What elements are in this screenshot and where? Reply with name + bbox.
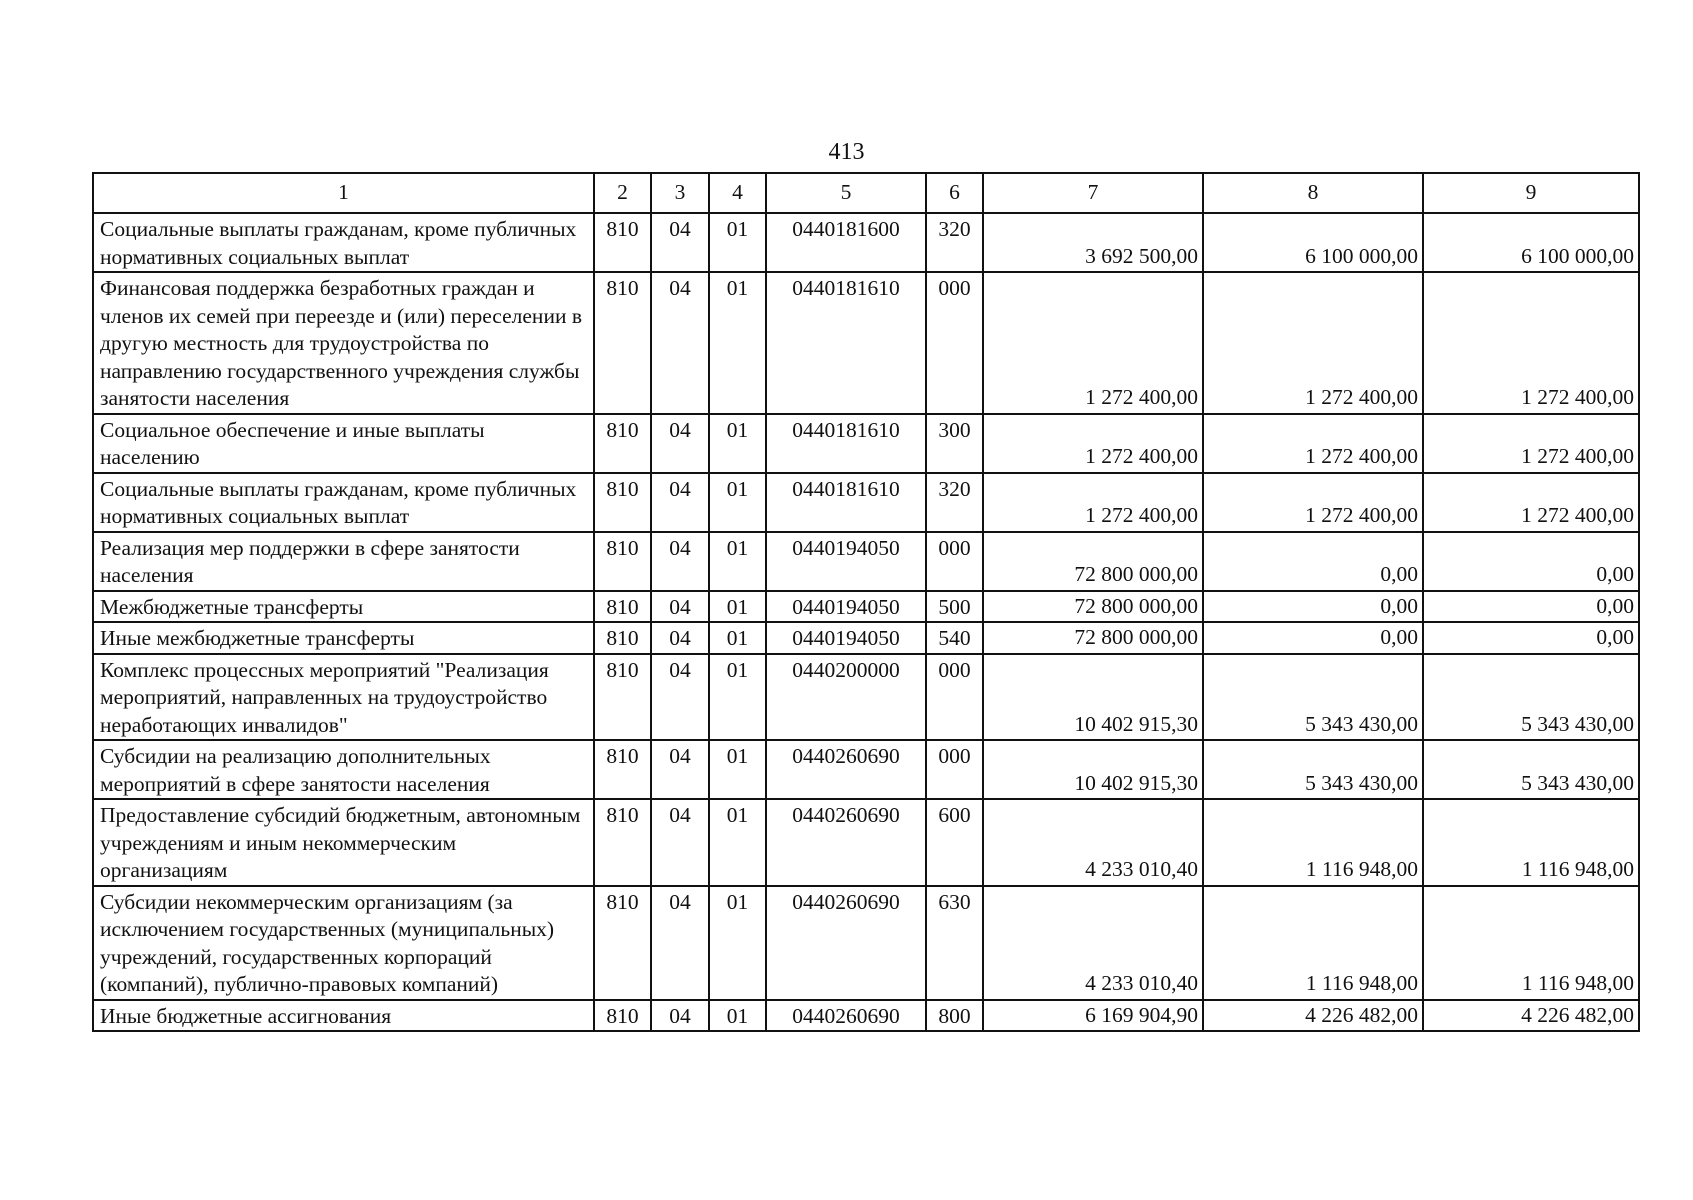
code-cell: 01 [709, 886, 766, 1000]
code-cell: 0440181610 [766, 473, 926, 532]
table-row [93, 622, 1639, 654]
amount-cell: 1 272 400,00 [983, 473, 1203, 532]
code-cell: 0440181610 [766, 272, 926, 414]
amount-cell: 1 272 400,00 [1423, 414, 1639, 473]
item-name: Социальные выплаты гражданам, кроме публичных нормативных социальных выплат [93, 473, 594, 532]
code-cell: 320 [926, 213, 983, 272]
code-cell: 300 [926, 414, 983, 473]
amount-cell: 0,00 [1423, 532, 1639, 591]
item-name: Субсидии некоммерческим организациям (за исключением государственных (муниципальных) учреждений, государственных корпораций (компаний), публично-правовых компаний) [93, 886, 594, 1000]
item-name: Реализация мер поддержки в сфере занятости населения [93, 532, 594, 591]
table-row [93, 654, 1639, 741]
amount-cell: 5 343 430,00 [1423, 740, 1639, 799]
code-cell: 600 [926, 799, 983, 886]
code-cell: 01 [709, 1000, 766, 1032]
amount-cell: 1 116 948,00 [1423, 799, 1639, 886]
code-cell: 540 [926, 622, 983, 654]
table-body [93, 213, 1639, 1031]
amount-cell: 1 272 400,00 [1423, 473, 1639, 532]
column-header: 5 [766, 173, 926, 213]
table-row [93, 473, 1639, 532]
amount-cell: 1 272 400,00 [983, 272, 1203, 414]
amount-cell: 1 116 948,00 [1203, 799, 1423, 886]
code-cell: 04 [651, 213, 709, 272]
code-cell: 0440194050 [766, 622, 926, 654]
amount-cell: 5 343 430,00 [1203, 654, 1423, 741]
amount-cell: 10 402 915,30 [983, 654, 1203, 741]
code-cell: 01 [709, 654, 766, 741]
code-cell: 0440200000 [766, 654, 926, 741]
code-cell: 01 [709, 622, 766, 654]
code-cell: 500 [926, 591, 983, 623]
code-cell: 04 [651, 532, 709, 591]
amount-cell: 4 226 482,00 [1423, 1000, 1639, 1032]
amount-cell: 5 343 430,00 [1203, 740, 1423, 799]
column-header: 4 [709, 173, 766, 213]
code-cell: 810 [594, 272, 651, 414]
code-cell: 810 [594, 414, 651, 473]
code-cell: 01 [709, 473, 766, 532]
code-cell: 810 [594, 740, 651, 799]
amount-cell: 6 169 904,90 [983, 1000, 1203, 1032]
amount-cell: 3 692 500,00 [983, 213, 1203, 272]
amount-cell: 4 226 482,00 [1203, 1000, 1423, 1032]
code-cell: 01 [709, 414, 766, 473]
code-cell: 320 [926, 473, 983, 532]
item-name: Предоставление субсидий бюджетным, автономным учреждениям и иным некоммерческим организациям [93, 799, 594, 886]
item-name: Межбюджетные трансферты [93, 591, 594, 623]
column-header: 6 [926, 173, 983, 213]
page-number: 413 [828, 139, 865, 165]
table-row [93, 799, 1639, 886]
amount-cell: 1 272 400,00 [1203, 272, 1423, 414]
code-cell: 01 [709, 591, 766, 623]
header-row [93, 173, 1639, 213]
budget-table [92, 172, 1640, 1032]
amount-cell: 1 272 400,00 [1203, 473, 1423, 532]
code-cell: 04 [651, 591, 709, 623]
code-cell: 04 [651, 799, 709, 886]
code-cell: 01 [709, 532, 766, 591]
code-cell: 810 [594, 886, 651, 1000]
code-cell: 000 [926, 272, 983, 414]
amount-cell: 6 100 000,00 [1203, 213, 1423, 272]
item-name: Субсидии на реализацию дополнительных мероприятий в сфере занятости населения [93, 740, 594, 799]
table-row [93, 591, 1639, 623]
item-name: Социальные выплаты гражданам, кроме публичных нормативных социальных выплат [93, 213, 594, 272]
code-cell: 04 [651, 1000, 709, 1032]
amount-cell: 72 800 000,00 [983, 532, 1203, 591]
amount-cell: 1 116 948,00 [1423, 886, 1639, 1000]
code-cell: 000 [926, 740, 983, 799]
code-cell: 0440181610 [766, 414, 926, 473]
amount-cell: 1 272 400,00 [1203, 414, 1423, 473]
code-cell: 800 [926, 1000, 983, 1032]
code-cell: 810 [594, 532, 651, 591]
table-row [93, 414, 1639, 473]
amount-cell: 1 116 948,00 [1203, 886, 1423, 1000]
code-cell: 000 [926, 654, 983, 741]
code-cell: 04 [651, 886, 709, 1000]
item-name: Финансовая поддержка безработных граждан и членов их семей при переезде и (или) переселении в другую местность для трудоустройства по направлению государственного учреждения службы занятости населения [93, 272, 594, 414]
code-cell: 0440260690 [766, 740, 926, 799]
code-cell: 000 [926, 532, 983, 591]
column-header: 9 [1423, 173, 1639, 213]
code-cell: 810 [594, 654, 651, 741]
code-cell: 01 [709, 799, 766, 886]
item-name: Иные бюджетные ассигнования [93, 1000, 594, 1032]
code-cell: 630 [926, 886, 983, 1000]
code-cell: 810 [594, 622, 651, 654]
amount-cell: 5 343 430,00 [1423, 654, 1639, 741]
column-header: 1 [93, 173, 594, 213]
table-row [93, 740, 1639, 799]
amount-cell: 72 800 000,00 [983, 591, 1203, 623]
code-cell: 810 [594, 1000, 651, 1032]
code-cell: 0440260690 [766, 886, 926, 1000]
code-cell: 04 [651, 272, 709, 414]
amount-cell: 1 272 400,00 [983, 414, 1203, 473]
code-cell: 810 [594, 591, 651, 623]
code-cell: 04 [651, 473, 709, 532]
amount-cell: 0,00 [1203, 591, 1423, 623]
amount-cell: 0,00 [1203, 622, 1423, 654]
table-row [93, 1000, 1639, 1032]
column-header: 3 [651, 173, 709, 213]
amount-cell: 0,00 [1423, 622, 1639, 654]
amount-cell: 4 233 010,40 [983, 886, 1203, 1000]
item-name: Социальное обеспечение и иные выплаты населению [93, 414, 594, 473]
amount-cell: 6 100 000,00 [1423, 213, 1639, 272]
code-cell: 04 [651, 414, 709, 473]
code-cell: 0440260690 [766, 799, 926, 886]
code-cell: 810 [594, 799, 651, 886]
amount-cell: 1 272 400,00 [1423, 272, 1639, 414]
code-cell: 810 [594, 213, 651, 272]
code-cell: 01 [709, 272, 766, 414]
table-row [93, 532, 1639, 591]
code-cell: 01 [709, 740, 766, 799]
column-header: 8 [1203, 173, 1423, 213]
amount-cell: 0,00 [1203, 532, 1423, 591]
code-cell: 0440260690 [766, 1000, 926, 1032]
code-cell: 04 [651, 654, 709, 741]
amount-cell: 4 233 010,40 [983, 799, 1203, 886]
code-cell: 04 [651, 740, 709, 799]
amount-cell: 72 800 000,00 [983, 622, 1203, 654]
column-header: 2 [594, 173, 651, 213]
code-cell: 04 [651, 622, 709, 654]
table-row [93, 886, 1639, 1000]
item-name: Комплекс процессных мероприятий "Реализация мероприятий, направленных на трудоустройство неработающих инвалидов" [93, 654, 594, 741]
amount-cell: 10 402 915,30 [983, 740, 1203, 799]
column-header: 7 [983, 173, 1203, 213]
code-cell: 810 [594, 473, 651, 532]
item-name: Иные межбюджетные трансферты [93, 622, 594, 654]
table-row [93, 213, 1639, 272]
code-cell: 0440181600 [766, 213, 926, 272]
code-cell: 0440194050 [766, 532, 926, 591]
amount-cell: 0,00 [1423, 591, 1639, 623]
table-row [93, 272, 1639, 414]
code-cell: 01 [709, 213, 766, 272]
code-cell: 0440194050 [766, 591, 926, 623]
